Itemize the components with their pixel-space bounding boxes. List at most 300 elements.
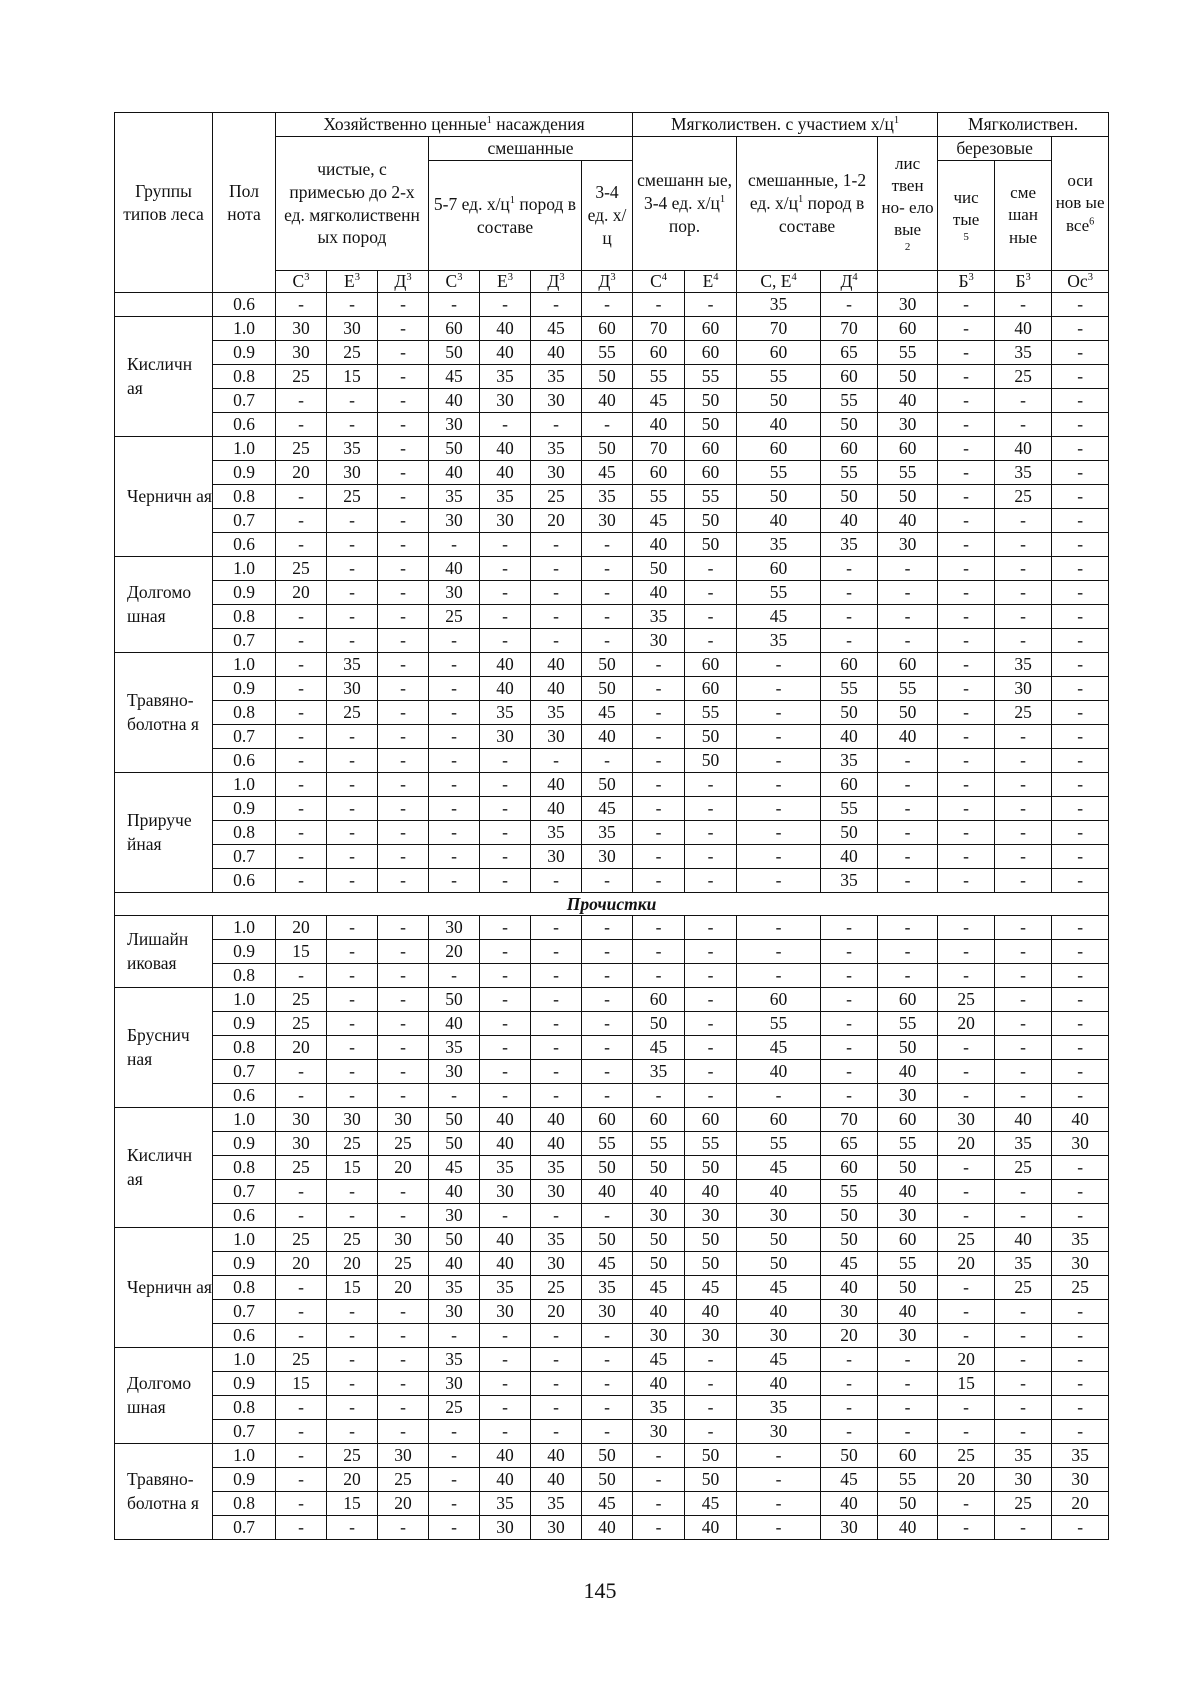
value-cell: 40 xyxy=(429,1180,480,1204)
value-cell: 45 xyxy=(582,797,633,821)
table-row xyxy=(115,940,1109,964)
value-cell: - xyxy=(995,1324,1052,1348)
value-cell: - xyxy=(685,581,737,605)
value-cell: - xyxy=(995,581,1052,605)
value-cell: - xyxy=(531,1036,582,1060)
value-cell: 35 xyxy=(480,1492,531,1516)
value-cell: - xyxy=(480,629,531,653)
value-cell: - xyxy=(582,1084,633,1108)
value-cell: - xyxy=(531,1324,582,1348)
value-cell: - xyxy=(582,869,633,893)
header-band-soft: Мягколиствен. xyxy=(938,113,1109,137)
value-cell: - xyxy=(327,773,378,797)
value-cell: 25 xyxy=(378,1468,429,1492)
value-cell: - xyxy=(821,1420,878,1444)
value-cell: - xyxy=(938,1036,995,1060)
value-cell: - xyxy=(378,1060,429,1084)
value-cell: 60 xyxy=(582,1108,633,1132)
value-cell: 55 xyxy=(878,341,938,365)
value-cell: - xyxy=(995,773,1052,797)
value-cell: - xyxy=(276,1516,327,1540)
value-cell: - xyxy=(582,533,633,557)
value-cell: 60 xyxy=(582,317,633,341)
value-cell: - xyxy=(378,365,429,389)
value-cell: - xyxy=(633,964,685,988)
table-row xyxy=(115,365,1109,389)
value-cell: 35 xyxy=(429,485,480,509)
value-cell: - xyxy=(633,677,685,701)
table-row xyxy=(115,1084,1109,1108)
value-cell: - xyxy=(938,629,995,653)
value-cell: 55 xyxy=(737,1012,821,1036)
value-cell: 50 xyxy=(685,725,737,749)
value-cell: 50 xyxy=(878,1276,938,1300)
table-row xyxy=(115,725,1109,749)
value-cell: - xyxy=(480,1012,531,1036)
value-cell: 50 xyxy=(582,365,633,389)
value-cell: 30 xyxy=(429,1372,480,1396)
value-cell: - xyxy=(685,773,737,797)
value-cell: 30 xyxy=(685,1324,737,1348)
value-cell: 25 xyxy=(995,701,1052,725)
value-cell: - xyxy=(938,509,995,533)
header-birch: березовые xyxy=(938,137,1052,161)
table-row xyxy=(115,1108,1109,1132)
density-cell: 0.6 xyxy=(213,1324,276,1348)
value-cell: - xyxy=(1052,365,1109,389)
value-cell: - xyxy=(378,557,429,581)
species-header-cell: $С^4$ xyxy=(633,271,685,293)
value-cell: - xyxy=(480,988,531,1012)
value-cell: 30 xyxy=(480,509,531,533)
species-header-cell: $Д^4$ xyxy=(821,271,878,293)
value-cell: 50 xyxy=(429,341,480,365)
value-cell: - xyxy=(480,1372,531,1396)
value-cell: 50 xyxy=(582,653,633,677)
value-cell: 40 xyxy=(429,389,480,413)
value-cell: - xyxy=(276,413,327,437)
value-cell: - xyxy=(327,1396,378,1420)
value-cell: - xyxy=(685,845,737,869)
value-cell: - xyxy=(938,1396,995,1420)
density-cell: 0.9 xyxy=(213,461,276,485)
value-cell: - xyxy=(327,988,378,1012)
value-cell: - xyxy=(327,629,378,653)
value-cell: - xyxy=(480,1036,531,1060)
value-cell: - xyxy=(737,1468,821,1492)
value-cell: 40 xyxy=(480,677,531,701)
value-cell: - xyxy=(633,940,685,964)
value-cell: 20 xyxy=(276,916,327,940)
value-cell: - xyxy=(633,1084,685,1108)
value-cell: - xyxy=(327,389,378,413)
value-cell: - xyxy=(327,413,378,437)
value-cell: - xyxy=(821,940,878,964)
value-cell: 45 xyxy=(582,1252,633,1276)
value-cell: - xyxy=(633,797,685,821)
value-cell: - xyxy=(685,1420,737,1444)
value-cell: - xyxy=(531,1084,582,1108)
value-cell: - xyxy=(878,557,938,581)
value-cell: 60 xyxy=(429,317,480,341)
value-cell: 25 xyxy=(995,1492,1052,1516)
value-cell: - xyxy=(633,749,685,773)
value-cell: 50 xyxy=(685,1444,737,1468)
value-cell: 35 xyxy=(821,869,878,893)
value-cell: - xyxy=(582,1204,633,1228)
value-cell: - xyxy=(429,1084,480,1108)
table-row xyxy=(115,1204,1109,1228)
value-cell: - xyxy=(995,629,1052,653)
value-cell: 30 xyxy=(737,1324,821,1348)
density-cell: 0.9 xyxy=(213,677,276,701)
value-cell: - xyxy=(582,916,633,940)
value-cell: - xyxy=(938,773,995,797)
value-cell: - xyxy=(480,940,531,964)
value-cell: - xyxy=(531,533,582,557)
value-cell: 55 xyxy=(685,365,737,389)
value-cell: 60 xyxy=(633,988,685,1012)
value-cell: 60 xyxy=(878,437,938,461)
value-cell: - xyxy=(429,821,480,845)
value-cell: - xyxy=(1052,797,1109,821)
header-birch-pure: чис тые 5 xyxy=(938,161,995,271)
value-cell: - xyxy=(378,461,429,485)
value-cell: 30 xyxy=(429,509,480,533)
value-cell: 20 xyxy=(276,461,327,485)
value-cell: - xyxy=(531,1060,582,1084)
table-row xyxy=(115,437,1109,461)
value-cell: - xyxy=(1052,845,1109,869)
forest-group-name: Долгомо шная xyxy=(115,557,213,653)
value-cell: - xyxy=(821,1036,878,1060)
value-cell: - xyxy=(378,1300,429,1324)
value-cell: - xyxy=(480,557,531,581)
value-cell: - xyxy=(582,629,633,653)
value-cell: 15 xyxy=(327,1492,378,1516)
value-cell: 35 xyxy=(480,365,531,389)
value-cell: - xyxy=(1052,461,1109,485)
value-cell: - xyxy=(633,725,685,749)
value-cell: - xyxy=(685,964,737,988)
value-cell: - xyxy=(995,797,1052,821)
forest-group-name: Травяно- болотна я xyxy=(115,1444,213,1540)
value-cell: - xyxy=(276,629,327,653)
density-cell: 0.8 xyxy=(213,1036,276,1060)
value-cell: 30 xyxy=(582,509,633,533)
forest-group-name: Черничн ая xyxy=(115,437,213,557)
value-cell: 35 xyxy=(995,1132,1052,1156)
value-cell: 60 xyxy=(878,1108,938,1132)
value-cell: 35 xyxy=(995,461,1052,485)
value-cell: 40 xyxy=(633,581,685,605)
value-cell: 35 xyxy=(737,629,821,653)
value-cell: - xyxy=(878,821,938,845)
species-header-cell: $Е^4$ xyxy=(685,271,737,293)
value-cell: - xyxy=(429,677,480,701)
value-cell: - xyxy=(1052,533,1109,557)
value-cell: - xyxy=(378,1348,429,1372)
value-cell: 50 xyxy=(878,485,938,509)
value-cell: 55 xyxy=(821,677,878,701)
value-cell: - xyxy=(995,988,1052,1012)
value-cell: 35 xyxy=(531,437,582,461)
value-cell: - xyxy=(685,1396,737,1420)
value-cell: - xyxy=(429,653,480,677)
value-cell: 60 xyxy=(737,988,821,1012)
table-row xyxy=(115,677,1109,701)
value-cell: - xyxy=(1052,605,1109,629)
value-cell: - xyxy=(878,940,938,964)
header-mixed: смешанные xyxy=(429,137,633,161)
value-cell: 40 xyxy=(878,1516,938,1540)
value-cell: 55 xyxy=(878,1132,938,1156)
value-cell: 40 xyxy=(633,533,685,557)
value-cell: - xyxy=(633,845,685,869)
value-cell: - xyxy=(378,1372,429,1396)
value-cell: - xyxy=(276,1300,327,1324)
value-cell: - xyxy=(938,413,995,437)
value-cell: 50 xyxy=(878,701,938,725)
value-cell: - xyxy=(429,701,480,725)
table-row xyxy=(115,485,1109,509)
value-cell: - xyxy=(582,293,633,317)
value-cell: - xyxy=(276,1060,327,1084)
value-cell: 30 xyxy=(582,845,633,869)
value-cell: - xyxy=(480,1084,531,1108)
header-aspen: оси нов ые все$^6$ xyxy=(1052,137,1109,271)
value-cell: 50 xyxy=(582,1228,633,1252)
value-cell: - xyxy=(685,629,737,653)
value-cell: 25 xyxy=(531,485,582,509)
value-cell: 60 xyxy=(821,653,878,677)
value-cell: 35 xyxy=(821,533,878,557)
value-cell: - xyxy=(737,1516,821,1540)
value-cell: - xyxy=(1052,1204,1109,1228)
value-cell: - xyxy=(938,845,995,869)
value-cell: - xyxy=(378,1180,429,1204)
value-cell: - xyxy=(1052,1372,1109,1396)
value-cell: - xyxy=(276,605,327,629)
value-cell: - xyxy=(582,605,633,629)
value-cell: - xyxy=(378,1012,429,1036)
value-cell: 60 xyxy=(821,1156,878,1180)
value-cell: 50 xyxy=(429,437,480,461)
value-cell: 55 xyxy=(821,1180,878,1204)
value-cell: 35 xyxy=(995,341,1052,365)
value-cell: - xyxy=(480,605,531,629)
value-cell: - xyxy=(995,845,1052,869)
value-cell: 15 xyxy=(938,1372,995,1396)
value-cell: - xyxy=(938,797,995,821)
forest-group-name: Лишайн иковая xyxy=(115,916,213,988)
value-cell: - xyxy=(276,1420,327,1444)
value-cell: 40 xyxy=(878,509,938,533)
species-header-cell xyxy=(878,271,938,293)
value-cell: - xyxy=(327,869,378,893)
value-cell: - xyxy=(582,1324,633,1348)
value-cell: 40 xyxy=(531,797,582,821)
value-cell: - xyxy=(685,557,737,581)
value-cell: - xyxy=(327,725,378,749)
value-cell: 40 xyxy=(480,1444,531,1468)
value-cell: - xyxy=(878,797,938,821)
value-cell: - xyxy=(480,533,531,557)
value-cell: 35 xyxy=(995,1444,1052,1468)
value-cell: 45 xyxy=(429,365,480,389)
value-cell: - xyxy=(938,677,995,701)
value-cell: 35 xyxy=(531,1228,582,1252)
value-cell: - xyxy=(995,1060,1052,1084)
table-row xyxy=(115,1348,1109,1372)
density-cell: 1.0 xyxy=(213,916,276,940)
table-row xyxy=(115,1228,1109,1252)
value-cell: 35 xyxy=(633,1396,685,1420)
value-cell: 20 xyxy=(938,1132,995,1156)
table-row xyxy=(115,1060,1109,1084)
value-cell: 40 xyxy=(878,389,938,413)
table-row xyxy=(115,1468,1109,1492)
value-cell: - xyxy=(582,413,633,437)
value-cell: - xyxy=(378,797,429,821)
value-cell: 50 xyxy=(821,413,878,437)
value-cell: - xyxy=(938,557,995,581)
value-cell: - xyxy=(938,341,995,365)
value-cell: 30 xyxy=(821,1516,878,1540)
value-cell: - xyxy=(1052,1156,1109,1180)
table-row xyxy=(115,581,1109,605)
value-cell: - xyxy=(276,1180,327,1204)
value-cell: 35 xyxy=(429,1036,480,1060)
value-cell: - xyxy=(327,797,378,821)
value-cell: 45 xyxy=(633,389,685,413)
table-row xyxy=(115,653,1109,677)
species-header-cell: $С^3$ xyxy=(276,271,327,293)
value-cell: 15 xyxy=(327,1276,378,1300)
value-cell: - xyxy=(633,773,685,797)
value-cell: 40 xyxy=(821,1276,878,1300)
value-cell: - xyxy=(938,317,995,341)
value-cell: - xyxy=(480,1348,531,1372)
value-cell: 40 xyxy=(878,1180,938,1204)
value-cell: - xyxy=(378,341,429,365)
value-cell: - xyxy=(531,1348,582,1372)
density-cell: 0.9 xyxy=(213,1132,276,1156)
value-cell: - xyxy=(995,1348,1052,1372)
value-cell: - xyxy=(995,557,1052,581)
value-cell: 70 xyxy=(737,317,821,341)
value-cell: 40 xyxy=(531,1108,582,1132)
value-cell: - xyxy=(1052,293,1109,317)
value-cell: 35 xyxy=(995,653,1052,677)
value-cell: 20 xyxy=(327,1468,378,1492)
value-cell: 60 xyxy=(685,677,737,701)
value-cell: - xyxy=(327,1348,378,1372)
value-cell: 50 xyxy=(685,1156,737,1180)
value-cell: 30 xyxy=(878,1324,938,1348)
value-cell: - xyxy=(685,869,737,893)
value-cell: 30 xyxy=(633,629,685,653)
value-cell: 50 xyxy=(821,701,878,725)
value-cell: 50 xyxy=(582,437,633,461)
value-cell: 50 xyxy=(633,1012,685,1036)
table-row xyxy=(115,1252,1109,1276)
value-cell: 55 xyxy=(685,485,737,509)
value-cell: 60 xyxy=(878,1444,938,1468)
value-cell: 45 xyxy=(633,1036,685,1060)
value-cell: - xyxy=(821,964,878,988)
value-cell: - xyxy=(737,773,821,797)
value-cell: 25 xyxy=(327,341,378,365)
value-cell: - xyxy=(582,557,633,581)
value-cell: - xyxy=(938,653,995,677)
value-cell: - xyxy=(378,1324,429,1348)
density-cell: 1.0 xyxy=(213,653,276,677)
value-cell: - xyxy=(429,845,480,869)
value-cell: - xyxy=(1052,916,1109,940)
value-cell: - xyxy=(378,629,429,653)
value-cell: - xyxy=(995,1396,1052,1420)
value-cell: - xyxy=(429,749,480,773)
value-cell: - xyxy=(378,964,429,988)
value-cell: 40 xyxy=(480,341,531,365)
density-cell: 0.8 xyxy=(213,1492,276,1516)
value-cell: - xyxy=(378,485,429,509)
value-cell: - xyxy=(327,533,378,557)
value-cell: 60 xyxy=(685,341,737,365)
value-cell: - xyxy=(1052,653,1109,677)
species-header-cell: $Д^3$ xyxy=(582,271,633,293)
value-cell: 60 xyxy=(737,1108,821,1132)
value-cell: 25 xyxy=(995,1276,1052,1300)
value-cell: - xyxy=(685,1348,737,1372)
value-cell: 30 xyxy=(531,1180,582,1204)
value-cell: - xyxy=(821,916,878,940)
value-cell: - xyxy=(531,869,582,893)
value-cell: - xyxy=(995,725,1052,749)
value-cell: - xyxy=(480,413,531,437)
value-cell: 55 xyxy=(685,1132,737,1156)
value-cell: - xyxy=(429,773,480,797)
value-cell: 40 xyxy=(1052,1108,1109,1132)
value-cell: 40 xyxy=(685,1516,737,1540)
density-cell: 0.8 xyxy=(213,605,276,629)
value-cell: 30 xyxy=(1052,1252,1109,1276)
value-cell: - xyxy=(378,701,429,725)
density-cell: 1.0 xyxy=(213,437,276,461)
value-cell: 30 xyxy=(429,1300,480,1324)
value-cell: - xyxy=(995,1300,1052,1324)
value-cell: - xyxy=(378,725,429,749)
table-row xyxy=(115,1324,1109,1348)
value-cell: - xyxy=(737,916,821,940)
value-cell: 30 xyxy=(429,916,480,940)
density-cell: 1.0 xyxy=(213,1444,276,1468)
value-cell: - xyxy=(1052,485,1109,509)
value-cell: - xyxy=(531,988,582,1012)
value-cell: - xyxy=(378,437,429,461)
density-cell: 0.7 xyxy=(213,1060,276,1084)
value-cell: - xyxy=(685,940,737,964)
value-cell: - xyxy=(582,1348,633,1372)
value-cell: 35 xyxy=(1052,1228,1109,1252)
value-cell: - xyxy=(938,869,995,893)
value-cell: 35 xyxy=(327,437,378,461)
value-cell: - xyxy=(938,1300,995,1324)
value-cell: 35 xyxy=(531,1492,582,1516)
value-cell: 30 xyxy=(1052,1468,1109,1492)
value-cell: - xyxy=(821,293,878,317)
